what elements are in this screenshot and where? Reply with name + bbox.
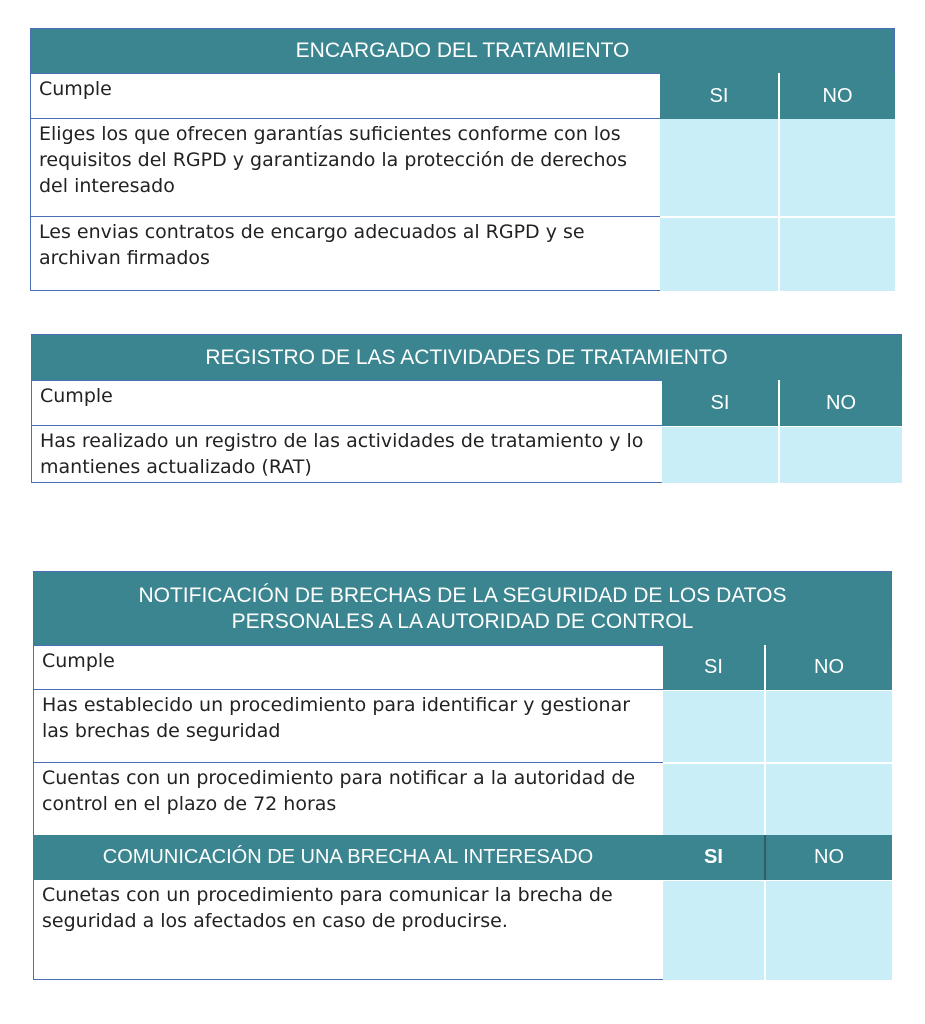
- si-cell[interactable]: [660, 119, 778, 216]
- column-divider: [764, 835, 766, 880]
- row-text: Les envias contratos de encargo adecuados al RGPD y se archivan firmados: [39, 221, 585, 269]
- table-row: [31, 426, 662, 483]
- si-header: [663, 645, 764, 690]
- cumple-label: [30, 73, 660, 119]
- cumple-text: Cumple: [39, 78, 112, 100]
- table-row: [33, 763, 663, 835]
- si-cell[interactable]: [663, 764, 764, 835]
- table-title-line1: NOTIFICACIÓN DE BRECHAS DE LA SEGURIDAD DE LOS DATOS: [138, 583, 787, 607]
- cumple-text: Cumple: [40, 385, 113, 407]
- row-text: Cuentas con un procedimiento para notificar a la autoridad de control en el plazo de 72 horas: [42, 767, 636, 815]
- table-row: [30, 217, 660, 291]
- si-text: SI: [709, 84, 729, 107]
- si-cell[interactable]: [660, 218, 778, 291]
- table-title: [33, 571, 892, 645]
- table-row: [33, 690, 663, 763]
- no-cell[interactable]: [780, 218, 895, 291]
- table-row: [33, 880, 663, 980]
- si-text: SI: [704, 846, 723, 868]
- si-header: [663, 835, 764, 880]
- table-title-text: ENCARGADO DEL TRATAMIENTO: [295, 39, 630, 62]
- subsection-title: [33, 835, 663, 880]
- no-cell[interactable]: [766, 764, 892, 835]
- cumple-text: Cumple: [42, 650, 115, 672]
- si-header: [662, 380, 778, 426]
- si-cell[interactable]: [663, 881, 764, 980]
- no-cell[interactable]: [780, 119, 895, 216]
- no-header: [780, 73, 895, 119]
- no-text: NO: [822, 84, 853, 107]
- row-text: Cunetas con un procedimiento para comunicar la brecha de seguridad a los afectados en caso de producirse.: [42, 884, 613, 932]
- cumple-label: [31, 380, 662, 426]
- row-text: Has establecido un procedimiento para identificar y gestionar las brechas de seguridad: [42, 694, 631, 742]
- table-title-line2: PERSONALES A LA AUTORIDAD DE CONTROL: [231, 609, 694, 633]
- table-title: [30, 28, 895, 73]
- no-header: [780, 380, 902, 426]
- si-cell[interactable]: [662, 427, 778, 483]
- table-title: [31, 334, 902, 380]
- si-header: [660, 73, 778, 119]
- no-cell[interactable]: [766, 691, 892, 762]
- table-title-text: REGISTRO DE LAS ACTIVIDADES DE TRATAMIENTO: [205, 345, 728, 369]
- si-text: SI: [704, 656, 723, 678]
- table-row: [30, 119, 660, 217]
- si-cell[interactable]: [663, 691, 764, 762]
- no-text: NO: [814, 846, 844, 868]
- no-text: NO: [826, 391, 856, 414]
- no-text: NO: [814, 656, 844, 678]
- no-header: [766, 645, 892, 690]
- si-text: SI: [710, 391, 730, 414]
- no-cell[interactable]: [780, 427, 902, 483]
- no-header: [766, 835, 892, 880]
- row-text: Eliges los que ofrecen garantías suficientes conforme con los requisitos del RGPD y garantizando la protección de derechos del interesado: [39, 123, 628, 197]
- subsection-title-text: COMUNICACIÓN DE UNA BRECHA AL INTERESADO: [102, 846, 594, 868]
- row-text: Has realizado un registro de las actividades de tratamiento y lo mantienes actualizado (RAT): [40, 430, 644, 478]
- cumple-label: [33, 645, 663, 690]
- no-cell[interactable]: [766, 881, 892, 980]
